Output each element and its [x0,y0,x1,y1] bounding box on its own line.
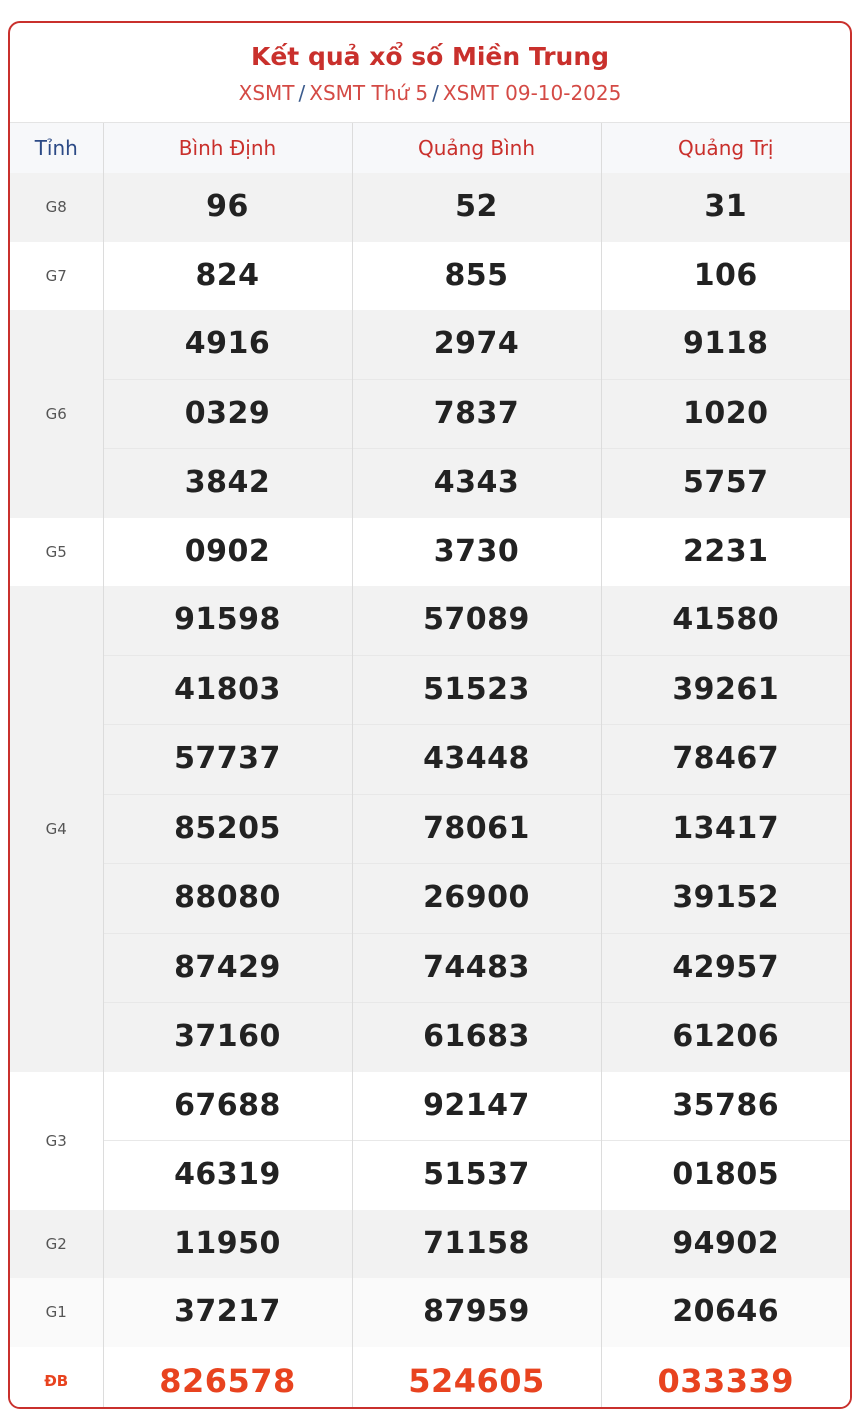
result-cell-quang-tri [601,586,850,1072]
prize-label: G1 [10,1278,103,1347]
result-number: 855 [444,257,509,293]
result-number: 524605 [408,1361,545,1400]
result-number: 57737 [104,724,352,794]
prize-row [10,1072,850,1210]
result-number: 106 [693,257,758,293]
table-header-row [10,123,850,173]
result-number: 35786 [672,1087,780,1123]
result-number: 87429 [104,933,352,1003]
result-cell-binh-dinh [103,310,352,518]
result-number: 9118 [683,326,769,361]
result-number: 2974 [433,326,520,361]
results-header [10,23,850,123]
result-number: 92147 [423,1087,530,1123]
prize-label: ĐB [10,1347,103,1410]
prize-row [10,586,850,1072]
prize-row [10,1210,850,1279]
result-number: 52 [455,189,498,224]
result-number: 26900 [353,863,601,933]
result-number: 826578 [159,1361,296,1400]
result-number: 85205 [104,794,352,864]
result-cell-quang-tri [601,173,850,242]
result-cell-quang-binh [352,1347,601,1410]
results-card [8,21,852,1409]
result-number: 67688 [174,1087,281,1123]
page-title: Kết quả xổ số Miền Trung [250,42,610,71]
result-cell-binh-dinh [103,1347,352,1410]
result-number: 46319 [104,1140,352,1210]
result-cell-quang-tri [601,518,850,587]
result-number: 57089 [423,602,530,637]
breadcrumb-link-date[interactable]: XSMT 09-10-2025 [442,81,622,105]
breadcrumb-link-xsmt[interactable]: XSMT [238,81,295,105]
result-cell-quang-binh [352,1072,601,1210]
prize-row [10,310,850,518]
result-number: 39152 [602,863,851,933]
result-number: 033339 [657,1361,795,1400]
breadcrumb-separator: / [432,81,439,105]
result-number: 74483 [353,933,601,1003]
column-header-province: Tỉnh [10,123,103,173]
prize-label: G7 [10,242,103,311]
column-header-quang-binh[interactable]: Quảng Bình [352,123,601,173]
result-number: 94902 [672,1225,780,1261]
result-cell-quang-tri [601,1072,850,1210]
result-number: 4343 [353,448,601,518]
prize-label: G2 [10,1210,103,1279]
result-number: 91598 [174,602,281,637]
result-number: 5757 [602,448,851,518]
result-cell-binh-dinh [103,1278,352,1347]
prize-label: G8 [10,173,103,242]
result-cell-binh-dinh [103,1210,352,1279]
result-number: 78061 [353,794,601,864]
result-number: 3730 [433,533,520,569]
result-cell-quang-binh [352,1278,601,1347]
result-number: 51523 [353,655,601,725]
result-number: 61206 [602,1002,851,1072]
result-number: 0329 [104,379,352,449]
result-cell-quang-binh [352,173,601,242]
result-number: 31 [704,189,748,224]
results-table [10,123,850,1409]
result-number: 43448 [353,724,601,794]
result-number: 96 [206,189,249,224]
prize-label: G6 [10,310,103,518]
result-number: 39261 [602,655,851,725]
prize-row [10,242,850,311]
result-number: 71158 [423,1225,530,1261]
result-cell-quang-tri [601,1347,850,1410]
breadcrumb [10,80,850,106]
result-number: 51537 [353,1140,601,1210]
result-number: 11950 [174,1225,281,1261]
result-number: 3842 [104,448,352,518]
result-cell-quang-tri [601,242,850,311]
result-number: 4916 [184,326,271,361]
column-header-quang-tri[interactable]: Quảng Trị [601,123,850,173]
prize-label: G4 [10,586,103,1072]
result-cell-binh-dinh [103,586,352,1072]
result-number: 37217 [174,1294,281,1329]
prize-row [10,173,850,242]
result-number: 0902 [184,533,271,569]
breadcrumb-link-weekday[interactable]: XSMT Thứ 5 [309,81,429,105]
result-cell-quang-binh [352,1210,601,1279]
result-cell-quang-tri [601,1278,850,1347]
result-cell-quang-tri [601,310,850,518]
result-number: 01805 [602,1140,851,1210]
result-cell-binh-dinh [103,242,352,311]
result-number: 13417 [602,794,851,864]
column-header-binh-dinh[interactable]: Bình Định [103,123,352,173]
result-number: 61683 [353,1002,601,1072]
result-number: 1020 [602,379,851,449]
prize-row [10,1278,850,1347]
prize-row [10,1347,850,1410]
result-cell-quang-binh [352,310,601,518]
result-cell-binh-dinh [103,173,352,242]
result-number: 824 [195,257,260,293]
result-number: 37160 [104,1002,352,1072]
result-number: 41580 [672,602,780,637]
result-number: 2231 [683,533,769,569]
result-cell-binh-dinh [103,1072,352,1210]
result-number: 42957 [602,933,851,1003]
result-number: 88080 [104,863,352,933]
prize-label: G3 [10,1072,103,1210]
result-cell-quang-binh [352,586,601,1072]
results-body [10,173,850,1409]
result-number: 78467 [602,724,851,794]
result-number: 7837 [353,379,601,449]
result-cell-quang-tri [601,1210,850,1279]
result-cell-binh-dinh [103,518,352,587]
prize-label: G5 [10,518,103,587]
result-cell-quang-binh [352,518,601,587]
result-number: 41803 [104,655,352,725]
result-number: 20646 [672,1294,780,1329]
breadcrumb-separator: / [298,81,306,105]
prize-row [10,518,850,587]
result-number: 87959 [423,1294,530,1329]
result-cell-quang-binh [352,242,601,311]
